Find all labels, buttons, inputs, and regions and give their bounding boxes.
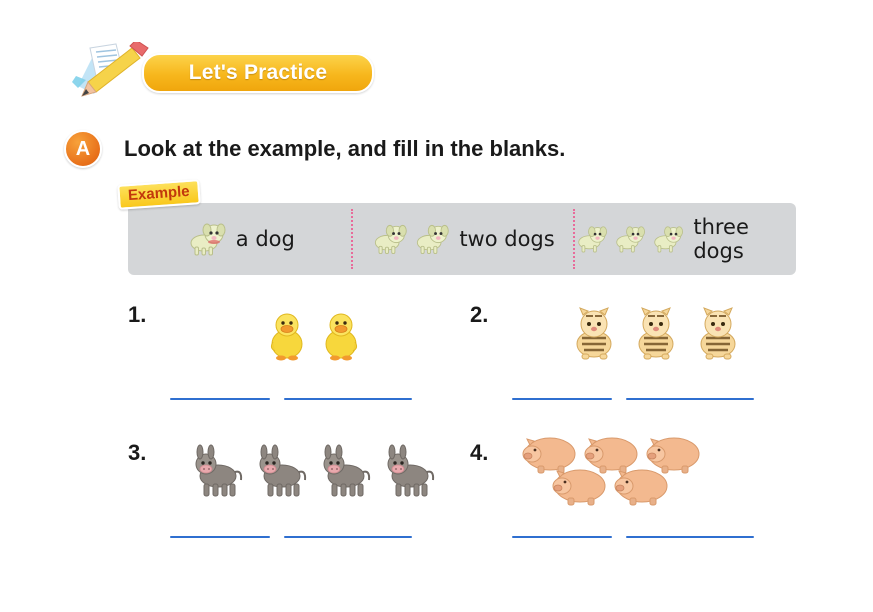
donkey-icon (314, 442, 378, 504)
activity-badge: A (64, 130, 102, 168)
answer-blank[interactable] (512, 536, 612, 538)
answer-blank[interactable] (512, 398, 612, 400)
example-item-2 (351, 203, 574, 275)
pig-icon (585, 438, 637, 473)
example-text-1: a dog (235, 227, 295, 251)
donkey-icon (186, 442, 250, 504)
donkey-icon (250, 442, 314, 504)
example-box (128, 203, 796, 275)
tiger-icon (564, 304, 626, 366)
answer-blank[interactable] (170, 398, 270, 400)
dog-icon (369, 218, 409, 260)
question-4-number: 4. (470, 440, 489, 465)
question-3-blanks (170, 536, 450, 538)
question-1-number: 1. (128, 302, 147, 327)
duck-icon (315, 308, 369, 366)
instruction-text: Look at the example, and fill in the blanks. (124, 136, 566, 161)
dog-icon (411, 218, 451, 260)
example-text-2: two dogs (459, 227, 555, 251)
answer-blank[interactable] (626, 536, 754, 538)
question-4-blanks (512, 536, 792, 538)
duck-icon (261, 308, 315, 366)
dog-icon (184, 217, 228, 261)
question-3-number: 3. (128, 440, 147, 465)
duck-group (170, 288, 460, 366)
pig-icon (647, 438, 699, 473)
example-text-3: three dogs (693, 215, 749, 263)
dog-icon (649, 219, 685, 259)
tiger-icon (688, 304, 750, 366)
dog-icon (611, 219, 647, 259)
answer-blank[interactable] (626, 398, 754, 400)
header (70, 40, 390, 100)
banner-title: Let's Practice (188, 61, 328, 84)
tiger-group (512, 288, 802, 366)
donkey-icon (378, 442, 442, 504)
pig-group (520, 432, 740, 512)
question-1-blanks (170, 398, 450, 400)
dog-group-two (369, 218, 451, 260)
pig-icon (523, 438, 575, 473)
instruction-row (64, 130, 565, 168)
dog-group-three (573, 219, 685, 259)
dog-group-one (184, 217, 228, 261)
answer-blank[interactable] (170, 536, 270, 538)
donkey-group (164, 426, 464, 504)
pig-icon (615, 470, 667, 505)
answer-blank[interactable] (284, 398, 412, 400)
example-item-3 (573, 203, 796, 275)
lets-practice-banner (142, 53, 374, 93)
question-2-blanks (512, 398, 792, 400)
example-item-1 (128, 203, 351, 275)
dog-icon (573, 219, 609, 259)
example-label-text: Example (127, 182, 191, 205)
answer-blank[interactable] (284, 536, 412, 538)
tiger-icon (626, 304, 688, 366)
pig-icon (553, 470, 605, 505)
question-2-number: 2. (470, 302, 489, 327)
